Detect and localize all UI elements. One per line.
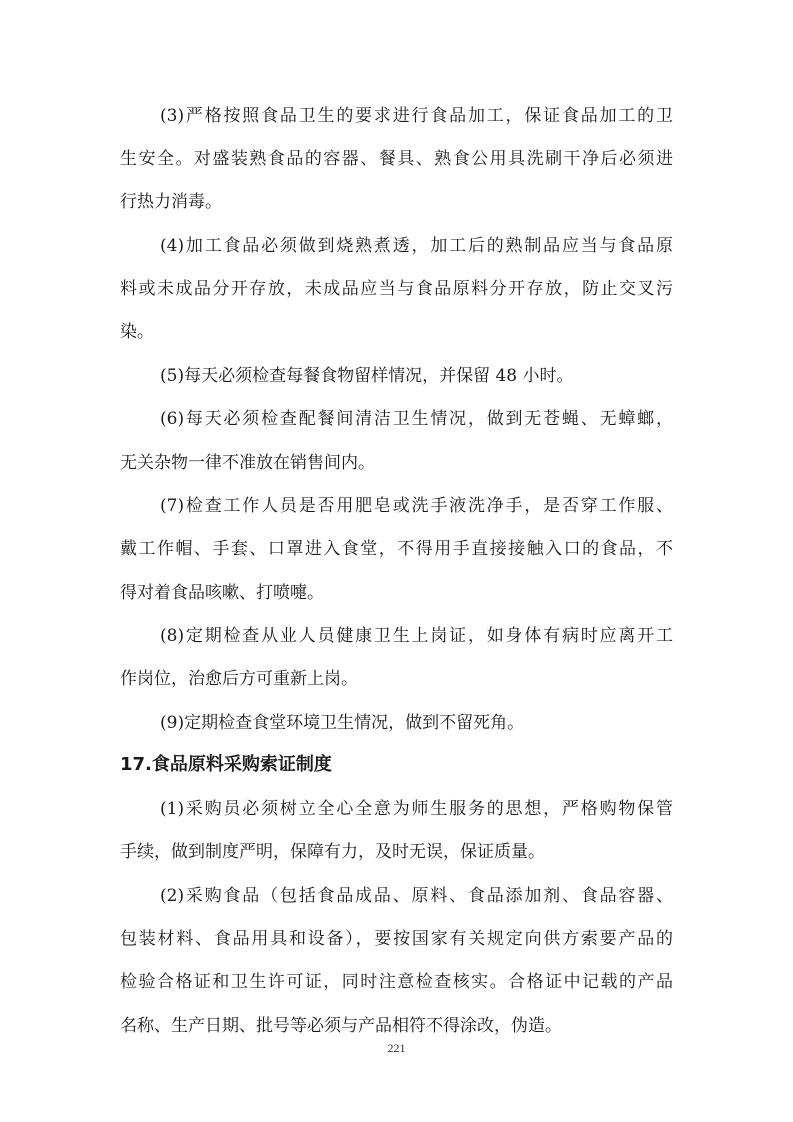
paragraph-line: 得对着食品咳嗽、打喷嚏。 (120, 583, 324, 603)
paragraph-line: 戴工作帽、手套、口罩进入食堂，不得用手直接接触入口的食品，不 (120, 539, 673, 559)
paragraph-line: (7)检查工作人员是否用肥皂或洗手液洗净手，是否穿工作服、 (160, 496, 673, 516)
paragraph-line: (4)加工食品必须做到烧熟煮透，加工后的熟制品应当与食品原 (160, 236, 673, 256)
paragraph-line: 检验合格证和卫生许可证，同时注意检查核实。合格证中记载的产品 (120, 972, 673, 992)
page-number: 221 (387, 1041, 406, 1055)
section-heading: 17.食品原料采购索证制度 (120, 754, 332, 775)
paragraph-line: 料或未成品分开存放，未成品应当与食品原料分开存放，防止交叉污 (120, 279, 673, 299)
paragraph-line: (3)严格按照食品卫生的要求进行食品加工，保证食品加工的卫 (160, 106, 673, 126)
paragraph-line: (8)定期检查从业人员健康卫生上岗证，如身体有病时应离开工 (160, 626, 673, 646)
paragraph-line: 作岗位，治愈后方可重新上岗。 (120, 669, 358, 689)
paragraph-line: (2)采购食品（包括食品成品、原料、食品添加剂、食品容器、 (160, 886, 673, 906)
paragraph-line: (9)定期检查食堂环境卫生情况，做到不留死角。 (160, 713, 525, 733)
paragraph-line: 手续，做到制度严明，保障有力，及时无误，保证质量。 (120, 842, 545, 862)
paragraph-line: (1)采购员必须树立全心全意为师生服务的思想，严格购物保管 (160, 799, 673, 819)
paragraph-line: 包装材料、食品用具和设备），要按国家有关规定向供方索要产品的 (120, 929, 673, 949)
paragraph-line: 无关杂物一律不准放在销售间内。 (120, 453, 375, 473)
paragraph-line: (5)每天必须检查每餐食物留样情况，并保留 48 小时。 (160, 366, 574, 386)
paragraph-line: 染。 (120, 322, 154, 342)
paragraph-line: 生安全。对盛装熟食品的容器、餐具、熟食公用具洗刷干净后必须进 (120, 149, 673, 169)
paragraph-line: 行热力消毒。 (120, 192, 222, 212)
paragraph-line: (6)每天必须检查配餐间清洁卫生情况，做到无苍蝇、无蟑螂， (160, 409, 673, 429)
paragraph-line: 名称、生产日期、批号等必须与产品相符不得涂改，伪造。 (120, 1016, 562, 1036)
